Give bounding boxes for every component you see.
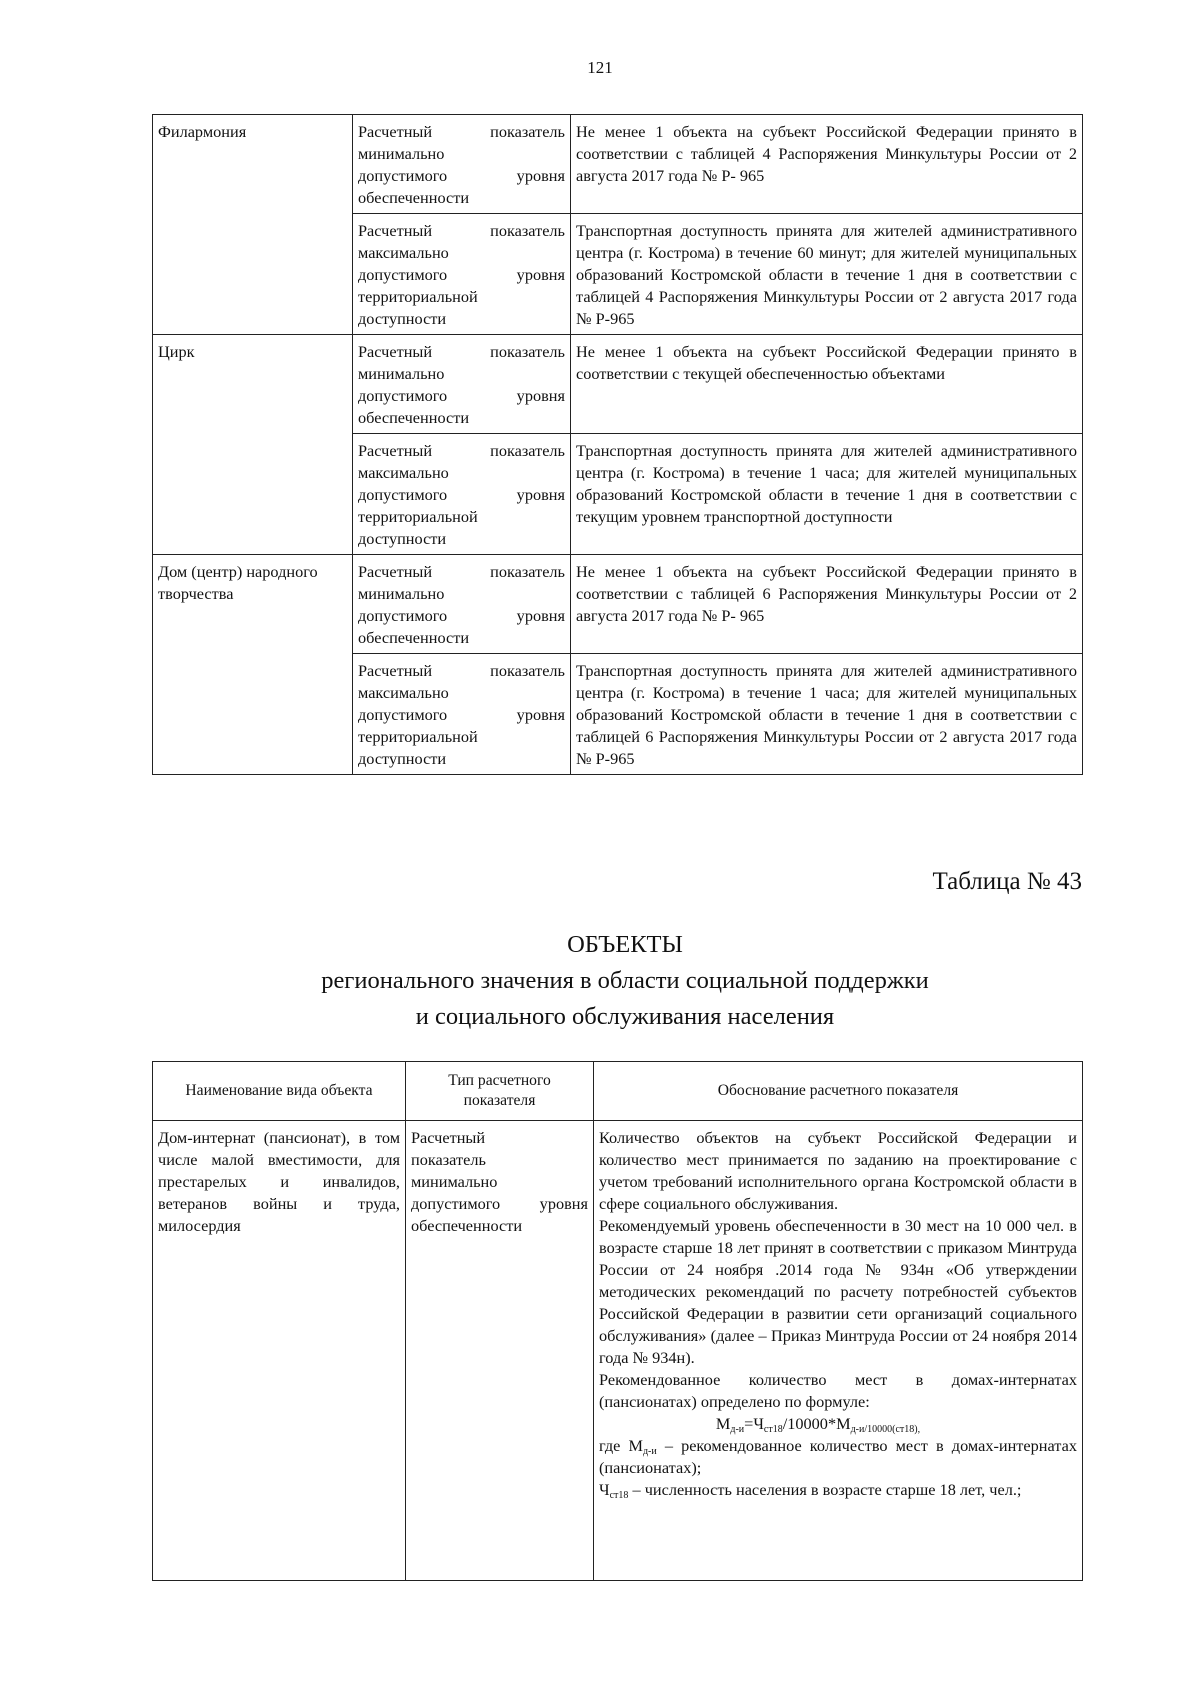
object-name-cell: Дом-интернат (пансионат), в том числе малой вместимости, для престарелых и инвалидов, ветеранов войны и труда, милосердия (153, 1121, 406, 1581)
social-objects-table (152, 1061, 1083, 1581)
justification-cell: Транспортная доступность принята для жителей административного центра (г. Кострома) в течение 1 часа; для жителей муниципальных образований Костромской области в течение 1 дня в соответствии с текущим уровнем транспортной доступности (571, 434, 1083, 555)
formula-legend: $Ч_{ст18}$ – численность населения в возрасте старше 18 лет, чел.; (599, 1480, 1022, 1501)
title-line: регионального значения в области социальной поддержки (321, 967, 929, 994)
indicator-type-cell: Расчетный показатель минимально допустимого уровня обеспеченности (406, 1121, 594, 1581)
justification-cell: Транспортная доступность принята для жителей административного центра (г. Кострома) в течение 1 часа; для жителей муниципальных образований Костромской области в течение 1 дня в соответствии с таблицей 6 Распоряжения Минкультуры России от 2 августа 2017 года № Р-965 (571, 654, 1083, 775)
table-row (153, 555, 1083, 654)
column-header: Тип расчетного показателя (406, 1062, 594, 1121)
column-header: Обоснование расчетного показателя (594, 1062, 1083, 1121)
cultural-objects-table (152, 114, 1083, 775)
table-number: Таблица № 43 (932, 868, 1082, 895)
title-line: ОБЪЕКТЫ (567, 931, 683, 958)
justification-cell: Не менее 1 объекта на субъект Российской Федерации принято в соответствии с таблицей 6 Распоряжения Минкультуры России от 2 августа 2017 года № Р- 965 (571, 555, 1083, 654)
table-title (0, 927, 1200, 1035)
indicator-type-cell: Расчетный показатель максимально допустимого уровня территориальной доступности (353, 214, 571, 335)
indicator-type-cell: Расчетный показатель минимально допустимого уровня обеспеченности (353, 555, 571, 654)
justification-paragraph: Количество объектов на субъект Российской Федерации и количество мест принимается по заданию на проектирование с учетом требований исполнительного органа Костромской области в сфере социального обслуживания. (599, 1128, 1077, 1213)
title-line: и социального обслуживания населения (415, 1003, 835, 1030)
table-row (153, 335, 1083, 434)
justification-cell: Не менее 1 объекта на субъект Российской Федерации принято в соответствии с текущей обеспеченностью объектами (571, 335, 1083, 434)
formula-legend: где $М_{д-и}$ – рекомендованное количество мест в домах-интернатах (пансионатах); (599, 1436, 1077, 1477)
indicator-type-cell: Расчетный показатель минимально допустимого уровня обеспеченности (353, 115, 571, 214)
indicator-type-cell: Расчетный показатель максимально допустимого уровня территориальной доступности (353, 654, 571, 775)
justification-cell: Транспортная доступность принята для жителей административного центра (г. Кострома) в течение 60 минут; для жителей муниципальных образований Костромской области в течение 1 дня в соответствии с таблицей 4 Распоряжения Минкультуры России от 2 августа 2017 года № Р-965 (571, 214, 1083, 335)
capacity-formula: $М_{д-и}=Ч_{ст18}/10000*М_{д-и/10000(ст18),}$ (715, 1414, 921, 1435)
table-header-row (153, 1062, 1083, 1121)
page-number: 121 (587, 58, 613, 77)
indicator-type-cell: Расчетный показатель максимально допустимого уровня территориальной доступности (353, 434, 571, 555)
justification-cell: Не менее 1 объекта на субъект Российской Федерации принято в соответствии с таблицей 4 Распоряжения Минкультуры России от 2 августа 2017 года № Р- 965 (571, 115, 1083, 214)
indicator-type-cell: Расчетный показатель минимально допустимого уровня обеспеченности (353, 335, 571, 434)
justification-cell (594, 1121, 1083, 1581)
object-name-cell: Филармония (153, 115, 353, 335)
object-name-cell: Цирк (153, 335, 353, 555)
justification-paragraph: Рекомендованное количество мест в домах-интернатах (пансионатах) определено по формуле: (599, 1370, 1077, 1411)
justification-paragraph: Рекомендуемый уровень обеспеченности в 30 мест на 10 000 чел. в возрасте старше 18 лет принят в соответствии с приказом Минтруда России от 24 ноября .2014 года № 934н «Об утверждении методических рекомендаций по расчету потребностей субъектов Российской Федерации в развитии сети организаций социального обслуживания» (далее – Приказ Минтруда России от 24 ноября 2014 года № 934н). (599, 1216, 1077, 1367)
object-name-cell: Дом (центр) народного творчества (153, 555, 353, 775)
table-row (153, 115, 1083, 214)
table-row (153, 1121, 1083, 1581)
column-header: Наименование вида объекта (153, 1062, 406, 1121)
